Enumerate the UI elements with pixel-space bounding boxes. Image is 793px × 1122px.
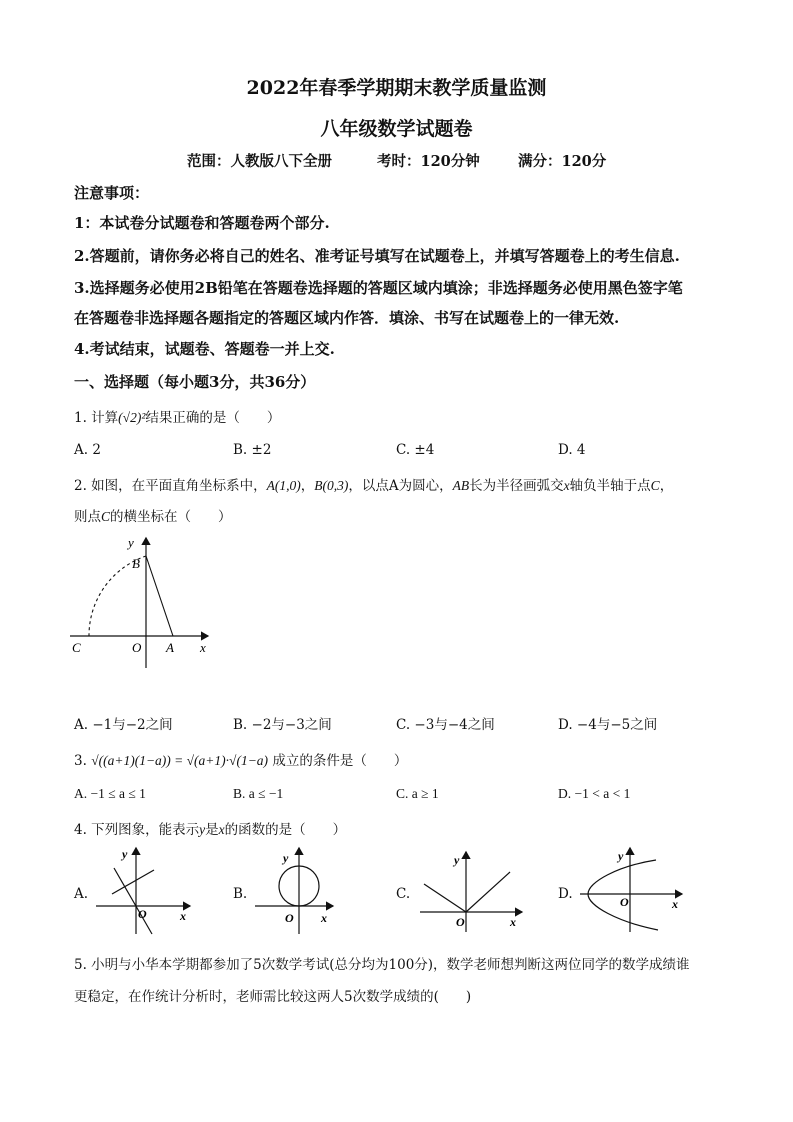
q4-graph-a[interactable] bbox=[94, 842, 194, 937]
origin-label: O bbox=[620, 895, 629, 909]
label-a: A bbox=[166, 640, 174, 655]
q2-text: ， bbox=[659, 478, 674, 494]
q4-option-a-label[interactable]: A. bbox=[74, 886, 89, 902]
question-2-stem-line1 bbox=[74, 474, 673, 494]
q2-text: 则点 bbox=[74, 509, 101, 525]
q4-option-b-label[interactable]: B. bbox=[233, 886, 248, 902]
q2-text: 2. 如图，在平面直角坐标系中， bbox=[74, 478, 267, 494]
q2-point-c: C bbox=[650, 478, 660, 493]
note-item: 3.选择题务必使用2B铅笔在答题卷选择题的答题区域内填涂；非选择题务必使用黑色签字笔 bbox=[74, 279, 683, 297]
section-heading: 一、选择题（每小题3分，共36分） bbox=[74, 373, 316, 391]
q2-option-c[interactable]: C. −3与−4之间 bbox=[396, 717, 495, 733]
q2-option-a[interactable]: A. −1与−2之间 bbox=[74, 717, 173, 733]
q4-graph-d[interactable] bbox=[578, 842, 688, 937]
axis-x-label: x bbox=[510, 915, 516, 929]
axis-y-label: y bbox=[122, 847, 128, 861]
q1-stem-pre: 1. 计算 bbox=[74, 410, 119, 426]
q1-option-b[interactable]: B. ±2 bbox=[233, 442, 272, 458]
note-item: 1：本试卷分试题卷和答题卷两个部分. bbox=[74, 214, 330, 232]
q3-option-d[interactable]: D. −1 < a < 1 bbox=[558, 786, 631, 801]
q2-segment-ab: AB bbox=[452, 478, 470, 493]
q3-option-c[interactable]: C. a ≥ 1 bbox=[396, 786, 439, 801]
q2-point-a: A(1,0) bbox=[266, 478, 301, 493]
origin-label: O bbox=[285, 911, 294, 925]
q3-expression: √((a+1)(1−a)) = √(a+1)·√(1−a) bbox=[91, 753, 269, 768]
q2-text: 轴负半轴于点 bbox=[569, 478, 651, 494]
q3-option-b[interactable]: B. a ≤ −1 bbox=[233, 786, 284, 801]
q4-y: y bbox=[199, 822, 206, 837]
axis-y-label: y bbox=[618, 849, 624, 863]
axis-x-label: x bbox=[180, 909, 186, 923]
note-item: 在答题卷非选择题各题指定的答题区域内作答．填涂、书写在试题卷上的一律无效. bbox=[74, 309, 620, 327]
q4-graph-b[interactable] bbox=[253, 842, 353, 937]
q4-text: 的函数的是（ ） bbox=[224, 822, 347, 838]
q4-text: 4. 下列图象，能表示 bbox=[74, 822, 200, 838]
q2-x: x bbox=[563, 478, 570, 493]
exam-score: 满分：120分 bbox=[518, 153, 607, 170]
question-2-stem-line2 bbox=[74, 505, 232, 525]
q1-expression: (√2)² bbox=[118, 410, 146, 425]
q4-option-c-label[interactable]: C. bbox=[396, 886, 411, 902]
q3-number: 3. bbox=[74, 753, 87, 769]
q4-x: x bbox=[218, 822, 225, 837]
axis-y-label: y bbox=[454, 853, 460, 867]
label-o: O bbox=[132, 640, 142, 655]
q2-text: 长为半径画弧交 bbox=[469, 478, 564, 494]
label-c: C bbox=[72, 640, 81, 655]
exam-subtitle: 八年级数学试题卷 bbox=[320, 118, 473, 140]
notes-heading: 注意事项： bbox=[74, 184, 150, 202]
label-x: x bbox=[200, 640, 206, 655]
q2-text: ，以点A为圆心， bbox=[348, 478, 453, 494]
origin-label: O bbox=[138, 907, 147, 921]
exam-title: 2022年春季学期期末教学质量监测 bbox=[246, 77, 547, 99]
q1-option-c[interactable]: C. ±4 bbox=[396, 442, 435, 458]
q2-option-b[interactable]: B. −2与−3之间 bbox=[233, 717, 332, 733]
question-5-line1: 5. 小明与小华本学期都参加了5次数学考试(总分均为100分)，数学老师想判断这两位同学的数学成绩谁 bbox=[74, 957, 690, 973]
question-1-stem bbox=[74, 406, 280, 426]
axis-x-label: x bbox=[672, 897, 678, 911]
q4-graph-c[interactable] bbox=[418, 842, 528, 937]
label-b: B bbox=[132, 556, 140, 571]
q2-option-d[interactable]: D. −4与−5之间 bbox=[558, 717, 658, 733]
q4-text: 是 bbox=[205, 822, 219, 838]
question-4-stem bbox=[74, 818, 346, 838]
exam-scope: 范围：人教版八下全册 bbox=[187, 153, 332, 170]
q2-text: 的横坐标在（ ） bbox=[110, 509, 232, 525]
q1-option-d[interactable]: D. 4 bbox=[558, 442, 586, 458]
axis-x-label: x bbox=[321, 911, 327, 925]
q2-point-c: C bbox=[101, 509, 111, 524]
question-3-stem bbox=[74, 749, 407, 769]
q4-option-d-label[interactable]: D. bbox=[558, 886, 573, 902]
origin-label: O bbox=[456, 915, 465, 929]
q2-point-b: B(0,3) bbox=[314, 478, 349, 493]
segment-ab bbox=[146, 556, 173, 636]
q2-text: ， bbox=[300, 478, 315, 494]
note-item: 4.考试结束，试题卷、答题卷一并上交. bbox=[74, 340, 335, 358]
q1-option-a[interactable]: A. 2 bbox=[74, 442, 101, 458]
q1-stem-post: 结果正确的是（ ） bbox=[145, 410, 281, 426]
axis-y-label: y bbox=[283, 851, 289, 865]
exam-time: 考时：120分钟 bbox=[377, 153, 480, 170]
q3-option-a[interactable]: A. −1 ≤ a ≤ 1 bbox=[74, 786, 146, 801]
q2-figure bbox=[66, 530, 216, 670]
question-5-line2: 更稳定，在作统计分析时，老师需比较这两人5次数学成绩的( ) bbox=[74, 989, 472, 1005]
note-item: 2.答题前，请你务必将自己的姓名、准考证号填写在试题卷上，并填写答题卷上的考生信息. bbox=[74, 247, 680, 265]
q3-stem-post: 成立的条件是（ ） bbox=[272, 753, 408, 769]
label-y: y bbox=[128, 535, 134, 550]
